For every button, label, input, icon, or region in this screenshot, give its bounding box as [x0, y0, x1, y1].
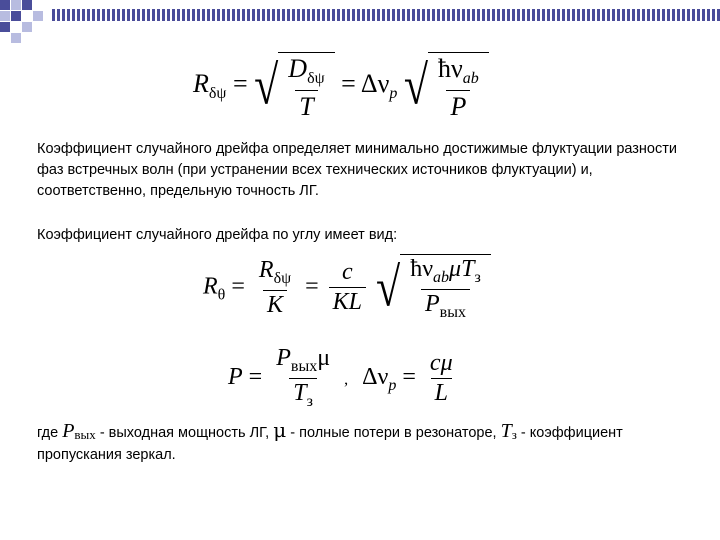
formula-symbol: Δν — [362, 363, 389, 390]
sqrt-sign: √ — [254, 54, 279, 117]
formula-random-drift — [193, 52, 489, 120]
formula-subscript: вых — [74, 427, 96, 442]
formula-subscript: з — [474, 269, 481, 286]
fraction — [406, 257, 485, 322]
corner-square — [11, 0, 21, 10]
formula-symbol: ħν — [410, 256, 434, 282]
paragraph-legend — [37, 420, 702, 466]
sqrt-expression — [376, 254, 491, 322]
formula-subscript: p — [388, 376, 397, 394]
formula-power-and-frequency — [228, 346, 461, 411]
formula-symbol: R — [193, 69, 209, 99]
formula-subscript: p — [389, 85, 398, 103]
fraction — [426, 351, 457, 406]
corner-decoration — [0, 0, 60, 45]
formula-symbol: cμ — [429, 349, 453, 376]
formula-symbol: P — [62, 420, 75, 442]
formula-symbol: c — [342, 259, 353, 286]
formula-symbol: D — [288, 54, 308, 83]
formula-subscript: з — [511, 427, 517, 442]
sqrt-sign: √ — [403, 54, 428, 117]
formula-subscript: δψ — [208, 85, 227, 103]
formula-symbol: R — [203, 273, 218, 300]
symbol-mirror-transmission — [501, 420, 517, 442]
paragraph-angle-drift: Коэффициент случайного дрейфа по углу имеет вид: — [37, 227, 398, 243]
fraction — [329, 260, 366, 315]
formula-symbol: μ — [317, 345, 331, 371]
sqrt-sign: √ — [376, 256, 401, 318]
legend-text: - коэффициент пропускания зеркал. — [37, 425, 623, 463]
corner-square — [22, 22, 32, 32]
formula-symbol: ħν — [438, 54, 463, 83]
top-striped-bar — [52, 9, 720, 21]
formula-subscript: ab — [433, 269, 450, 286]
corner-square — [0, 22, 10, 32]
legend-text: где — [37, 425, 59, 441]
formula-subscript: δψ — [307, 70, 325, 87]
corner-square — [0, 0, 10, 10]
fraction — [284, 55, 328, 120]
corner-square — [0, 11, 10, 21]
formula-subscript: δψ — [273, 269, 292, 287]
formula-symbol: K — [263, 290, 287, 318]
formula-operator: = — [231, 273, 245, 300]
legend-text: - выходная мощность ЛГ, — [99, 425, 270, 441]
formula-operator: = — [232, 69, 248, 99]
formula-symbol: P — [276, 345, 291, 371]
formula-operator: = — [402, 363, 416, 390]
formula-symbol: T — [500, 420, 512, 442]
formula-symbol: P — [228, 363, 243, 390]
formula-subscript: ab — [462, 70, 479, 87]
formula-operator: = Δν — [341, 69, 390, 99]
formula-symbol: P — [424, 290, 440, 317]
sqrt-expression — [404, 52, 489, 120]
formula-symbol: P — [446, 90, 470, 120]
legend-text: - полные потери в резонаторе, — [290, 425, 497, 441]
formula-symbol: μT — [449, 256, 475, 282]
corner-square — [22, 0, 32, 10]
formula-angle-drift — [203, 254, 491, 322]
symbol-output-power — [62, 420, 96, 442]
formula-subscript: вых — [290, 358, 318, 375]
formula-operator: = — [248, 363, 263, 390]
formula-symbol: KL — [329, 287, 366, 315]
corner-square — [11, 33, 21, 43]
formula-subscript: θ — [217, 286, 226, 304]
formula-symbol: T — [295, 90, 317, 120]
corner-square — [11, 11, 21, 21]
formula-symbol: R — [258, 256, 274, 283]
fraction — [255, 258, 295, 318]
symbol-loss: μ — [273, 418, 287, 442]
formula-separator: , — [344, 370, 349, 388]
corner-square — [33, 11, 43, 21]
paragraph-drift-description: Коэффициент случайного дрейфа определяет минимально достижимые флуктуации разности фаз встречных волн (при устранении всех технических источников флуктуации) и, соответственно, предельную точность ЛГ. — [37, 141, 677, 199]
formula-symbol: T — [293, 379, 307, 406]
fraction — [434, 55, 483, 120]
sqrt-expression — [254, 52, 335, 120]
fraction — [272, 346, 334, 411]
formula-symbol: L — [431, 378, 452, 406]
formula-subscript: вых — [439, 303, 466, 321]
formula-subscript: з — [306, 392, 313, 410]
formula-operator: = — [305, 273, 319, 300]
